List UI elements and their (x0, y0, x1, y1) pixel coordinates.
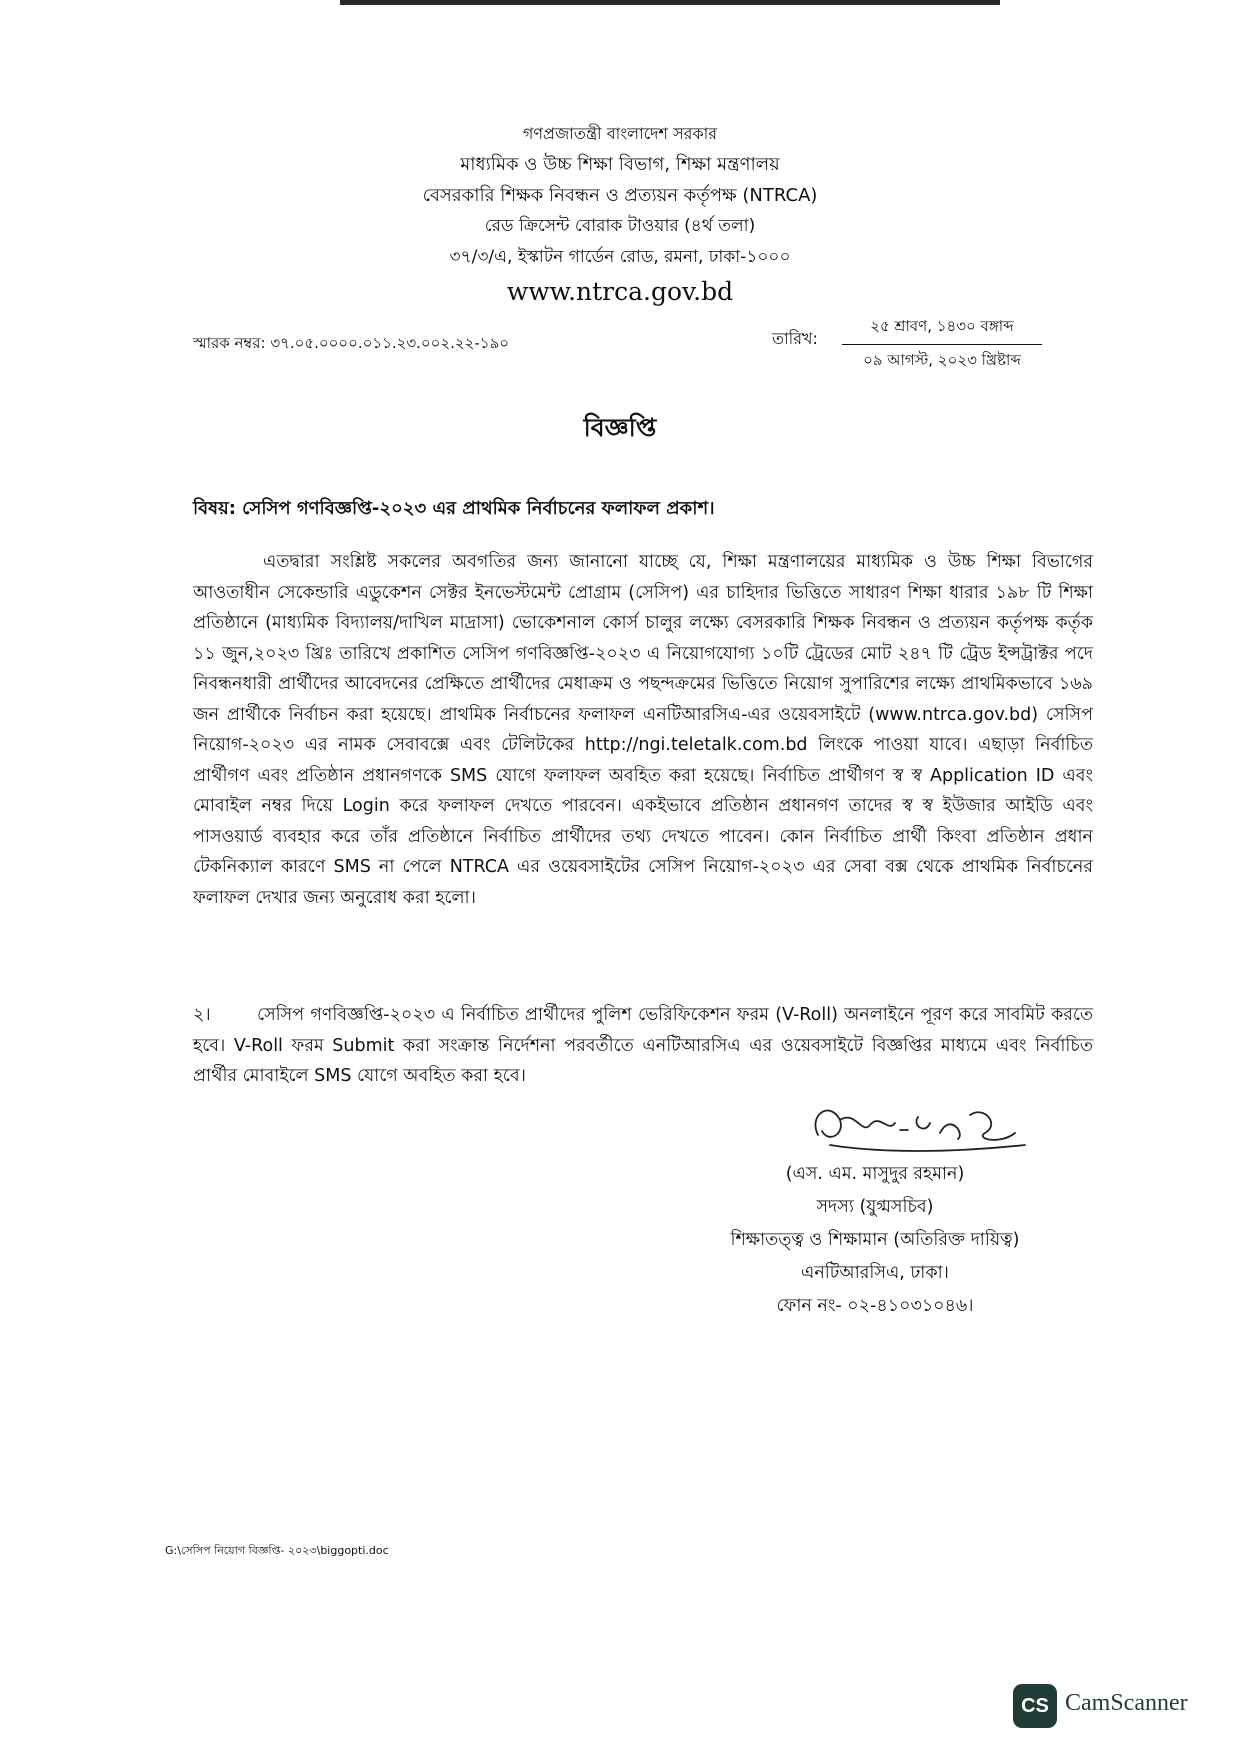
camscanner-logo-icon: CS (1013, 1684, 1057, 1728)
signatory-designation: সদস্য (যুগ্মসচিব) (816, 1197, 934, 1217)
notice-title: বিজ্ঞপ্তি (583, 413, 657, 442)
date-block (842, 315, 1042, 374)
paragraph-number: ২। (193, 1005, 211, 1025)
signatory-phone: ফোন নং- ০২-৪১০৩১০৪৬। (776, 1296, 974, 1316)
letterhead-address: ৩৭/৩/এ, ইস্কাটন গার্ডেন রোড, রমনা, ঢাকা-১০০০ (449, 247, 791, 267)
handwritten-signature (800, 1095, 1030, 1157)
memo-number: স্মারক নম্বর: ৩৭.০৫.০০০০.০১১.২৩.০০২.২২-১৯০ (193, 334, 510, 352)
body-paragraph-1: এতদ্বারা সংশ্লিষ্ট সকলের অবগতির জন্য জানানো যাচ্ছে যে, শিক্ষা মন্ত্রণালয়ের মাধ্যমিক ও উচ্চ শিক্ষা বিভাগের আওতাধীন সেকেন্ডারি এডুকেশন সেক্টর ইনভেস্টমেন্ট প্রোগ্রাম (সেসিপ) এর চাহিদার ভিত্তিতে সাধারণ শিক্ষা ধারার ১৯৮ টি শিক্ষা প্রতিষ্ঠানে (মাধ্যমিক বিদ্যালয়/দাখিল মাদ্রাসা) ভোকেশনাল কোর্স চালুর লক্ষ্যে বেসরকারি শিক্ষক নিবন্ধন ও প্রত্যয়ন কর্তৃপক্ষ কর্তৃক ১১ জুন,২০২৩ খ্রিঃ তারিখে প্রকাশিত সেসিপ গণবিজ্ঞপ্তি-২০২৩ এ নিয়োগযোগ্য ১০টি ট্রেডের মোট ২৪৭ টি ট্রেড ইন্সট্রাক্টর পদে নিবন্ধনধারী প্রার্থীদের আবেদনের প্রেক্ষিতে প্রার্থীদের মেধাক্রম ও পছন্দক্রমের ভিত্তিতে নিয়োগ সুপারিশের লক্ষ্যে প্রাথমিকভাবে ১৬৯ জন প্রার্থীকে নির্বাচন করা হয়েছে। প্রাথমিক নির্বাচনের ফলাফল এনটিআরসিএ-এর ওয়েবসাইটে (www.ntrca.gov.bd) সেসিপ নিয়োগ-২০২৩ এর নামক সেবাবক্সে এবং টেলিটকের http://ngi.teletalk.com.bd লিংকে পাওয়া যাবে। এছাড়া নির্বাচিত প্রার্থীগণ এবং প্রতিষ্ঠান প্রধানগণকে SMS যোগে ফলাফল অবহিত করা হয়েছে। নির্বাচিত প্রার্থীগণ স্ব স্ব Application ID এবং মোবাইল নম্বর দিয়ে Login করে ফলাফল দেখতে পারবেন। একইভাবে প্রতিষ্ঠান প্রধানগণ তাদের স্ব স্ব ইউজার আইডি এবং পাসওয়ার্ড ব্যবহার করে তাঁর প্রতিষ্ঠানে নির্বাচিত প্রার্থীদের তথ্য দেখতে পাবেন। কোন নির্বাচিত প্রার্থী কিংবা প্রতিষ্ঠান প্রধান টেকনিক্যাল কারণে SMS না পেলে NTRCA এর ওয়েবসাইটের সেসিপ নিয়োগ-২০২৩ এর সেবা বক্স থেকে প্রাথমিক নির্বাচনের ফলাফল দেখার জন্য অনুরোধ করা হলো। (193, 552, 1093, 908)
letterhead-ministry: মাধ্যমিক ও উচ্চ শিক্ষা বিভাগ, শিক্ষা মন্ত্রণালয় (460, 154, 780, 175)
letterhead-building: রেড ক্রিসেন্ট বোরাক টাওয়ার (৪র্থ তলা) (484, 216, 756, 236)
signatory-block (650, 1158, 1100, 1323)
letterhead (300, 118, 940, 311)
camscanner-watermark: CamScanner (1065, 1690, 1188, 1716)
letterhead-authority: বেসরকারি শিক্ষক নিবন্ধন ও প্রত্যয়ন কর্তৃপক্ষ (NTRCA) (422, 185, 818, 206)
date-gregorian: ০৯ আগস্ট, ২০২৩ খ্রিষ্টাব্দ (863, 351, 1021, 369)
date-bangla: ২৫ শ্রাবণ, ১৪৩০ বঙ্গাব্দ (842, 315, 1042, 345)
signatory-name: (এস. এম. মাসুদুর রহমান) (785, 1164, 965, 1184)
paragraph-2-text: সেসিপ গণবিজ্ঞপ্তি-২০২৩ এ নির্বাচিত প্রার্থীদের পুলিশ ভেরিফিকেশন ফরম (V-Roll) অনলাইনে পূরণ করে সাবমিট করতে হবে। V-Roll ফরম Submit করা সংক্রান্ত নির্দেশনা পরবর্তীতে এনটিআরসিএ এর ওয়েবসাইটে বিজ্ঞপ্তির মাধ্যমে এবং নির্বাচিত প্রার্থীর মোবাইলে SMS যোগে অবহিত করা হবে। (193, 1005, 1093, 1086)
subject-line: বিষয়: সেসিপ গণবিজ্ঞপ্তি-২০২৩ এর প্রাথমিক নির্বাচনের ফলাফল প্রকাশ। (193, 498, 715, 519)
signatory-office: এনটিআরসিএ, ঢাকা। (801, 1263, 949, 1283)
file-path-footer: G:\সেসিপ নিয়োগ বিজ্ঞপ্তি- ২০২৩\biggopti.doc (165, 1544, 389, 1557)
date-label: তারিখ: (772, 329, 818, 348)
body-paragraph-2 (193, 1000, 1093, 1092)
letterhead-government: গণপ্রজাতন্ত্রী বাংলাদেশ সরকার (522, 124, 718, 143)
letterhead-website: www.ntrca.gov.bd (506, 277, 734, 306)
signatory-role: শিক্ষাতত্ত্ব ও শিক্ষামান (অতিরিক্ত দায়িত্ব) (730, 1230, 1020, 1250)
scan-top-edge (340, 0, 1000, 5)
